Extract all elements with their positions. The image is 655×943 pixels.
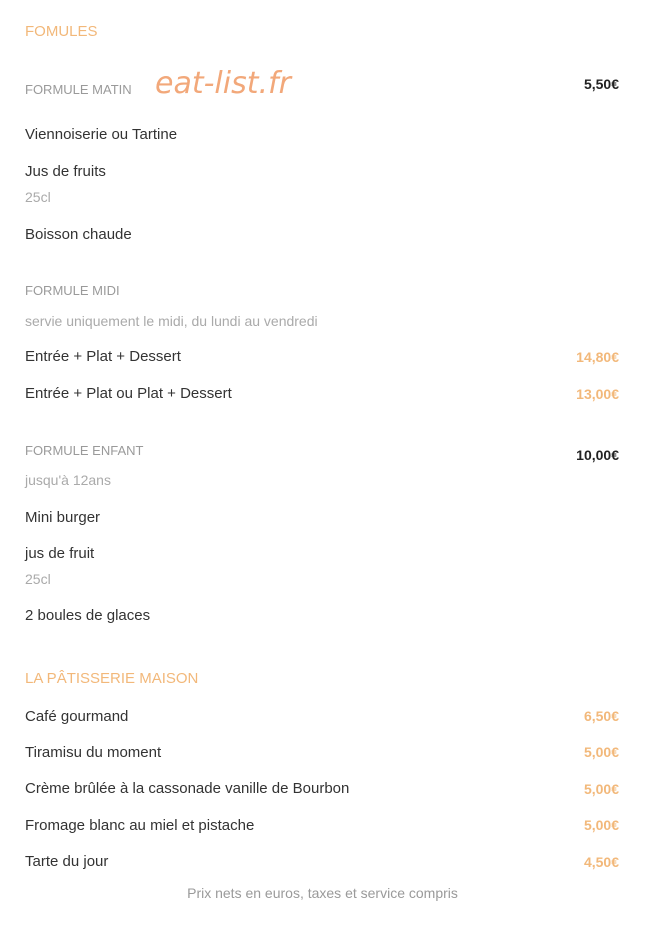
- menu-item: Café gourmand: [25, 708, 129, 725]
- menu-item: jus de fruit: [25, 545, 95, 562]
- formule-matin-title: FORMULE MATIN: [25, 82, 132, 97]
- formule-enfant-note: jusqu'à 12ans: [25, 472, 111, 488]
- formule-midi-title: FORMULE MIDI: [25, 283, 120, 298]
- menu-item: Mini burger: [25, 509, 101, 526]
- menu-item-price: 6,50€: [583, 708, 619, 724]
- menu-item: Tiramisu du moment: [25, 744, 162, 761]
- section-title-formules: FOMULES: [25, 23, 98, 40]
- formule-midi-note: servie uniquement le midi, du lundi au vendredi: [25, 313, 318, 329]
- menu-item-price: 5,00€: [583, 817, 619, 833]
- menu-item-price: 4,50€: [583, 854, 619, 870]
- menu-item-price: 5,00€: [583, 744, 619, 760]
- menu-item: Crème brûlée à la cassonade vanille de Bourbon: [25, 780, 350, 797]
- menu-item: 2 boules de glaces: [25, 607, 151, 624]
- menu-item: Viennoiserie ou Tartine: [25, 126, 178, 143]
- menu-item-price: 13,00€: [576, 386, 619, 402]
- formule-enfant-title: FORMULE ENFANT: [25, 443, 144, 458]
- menu-item: Entrée + Plat ou Plat + Dessert: [25, 385, 232, 402]
- menu-item-price: 5,00€: [583, 781, 619, 797]
- footer-note: Prix nets en euros, taxes et service compris: [187, 885, 458, 901]
- menu-item: Jus de fruits: [25, 163, 106, 180]
- watermark-logo: eat-list.fr: [155, 66, 291, 101]
- formule-matin-price: 5,50€: [583, 76, 619, 92]
- menu-item: Entrée + Plat + Dessert: [25, 348, 181, 365]
- menu-item-note: 25cl: [25, 571, 51, 587]
- menu-item: Boisson chaude: [25, 226, 132, 243]
- menu-item-price: 14,80€: [576, 349, 619, 365]
- formule-enfant-price: 10,00€: [576, 447, 619, 463]
- section-title-patisserie: LA PÂTISSERIE MAISON: [25, 670, 199, 687]
- menu-item-note: 25cl: [25, 189, 51, 205]
- menu-item: Fromage blanc au miel et pistache: [25, 817, 255, 834]
- menu-item: Tarte du jour: [25, 853, 109, 870]
